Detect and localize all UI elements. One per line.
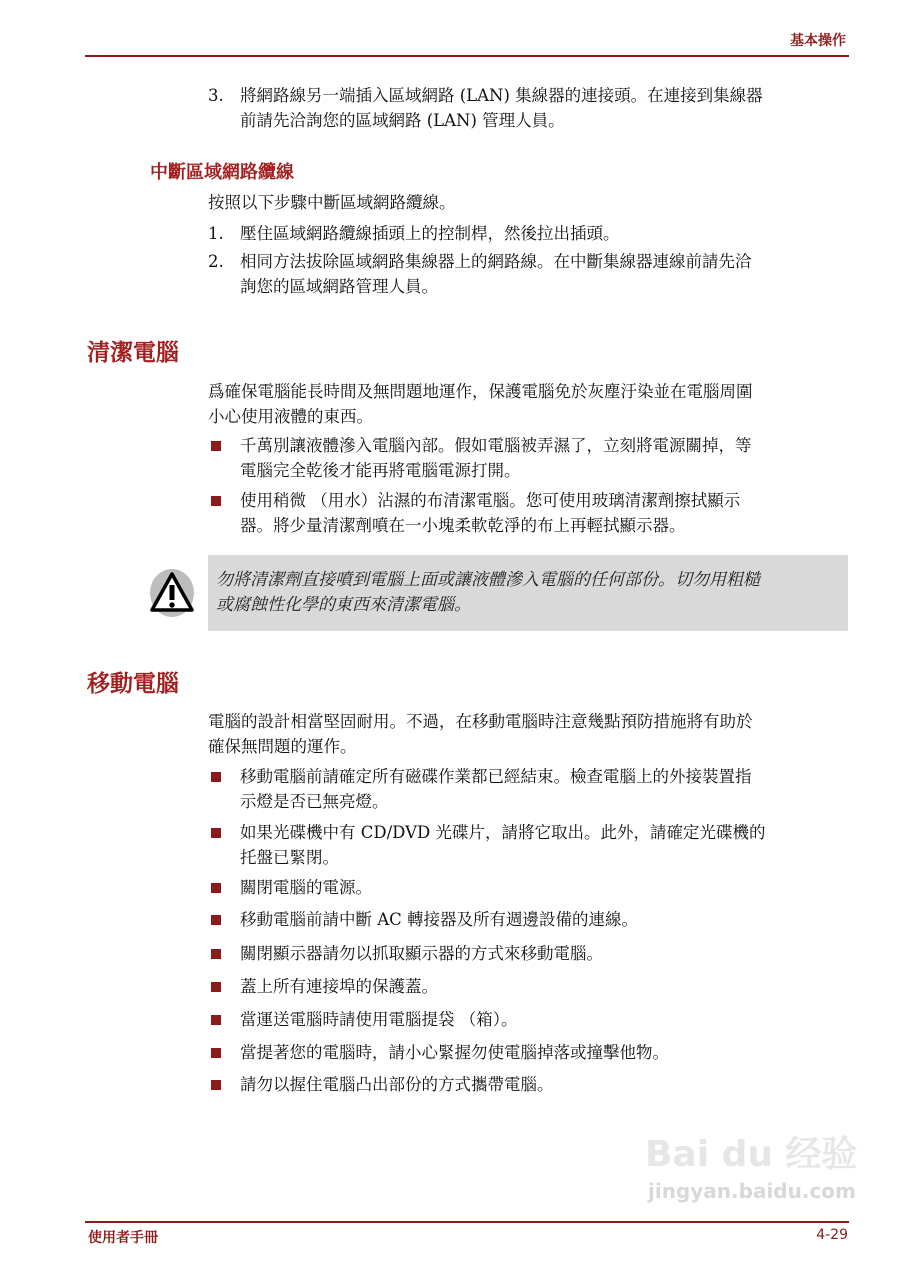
watermark-url: jingyan.baidu.com [648, 1179, 856, 1203]
list-item: 使用稍微 （用水）沾濕的布清潔電腦。您可使用玻璃清潔劑擦拭顯示 器。將少量清潔劑噴在一小塊柔軟乾淨的布上再輕拭顯示器。 [240, 491, 741, 535]
bullet-icon [211, 982, 221, 992]
bullet-icon [211, 1048, 221, 1058]
list-item: 千萬別讓液體滲入電腦內部。假如電腦被弄濕了，立刻將電源關掉，等 電腦完全乾後才能再將電腦電源打開。 [240, 436, 752, 480]
heading-cleaning: 清潔電腦 [87, 340, 179, 366]
bullet-icon [211, 441, 221, 451]
footer-rule [85, 1221, 849, 1223]
bullet-icon [211, 915, 221, 925]
list-item: 移動電腦前請中斷 AC 轉接器及所有週邊設備的連線。 [240, 910, 639, 929]
list-item: 當提著您的電腦時，請小心緊握勿使電腦掉落或撞擊他物。 [240, 1043, 669, 1062]
section-header: 基本操作 [790, 33, 846, 49]
step-number: 1. [208, 224, 224, 243]
list-item: 關閉電腦的電源。 [240, 878, 372, 897]
page-number: 4-29 [816, 1227, 848, 1243]
watermark-logo: Bai du 经验 [645, 1134, 858, 1175]
step-text: 壓住區域網路纜線插頭上的控制桿，然後拉出插頭。 [240, 224, 620, 243]
list-item: 關閉顯示器請勿以抓取顯示器的方式來移動電腦。 [240, 944, 603, 963]
warning-text: 勿將清潔劑直接噴到電腦上面或讓液體滲入電腦的任何部份。切勿用粗糙 或腐蝕性化學的東西來清潔電腦。 [216, 570, 760, 615]
step-number: 2. [208, 252, 224, 271]
bullet-icon [211, 1080, 221, 1090]
paragraph: 按照以下步驟中斷區域網路纜線。 [208, 193, 456, 212]
bullet-icon [211, 772, 221, 782]
list-item: 蓋上所有連接埠的保護蓋。 [240, 977, 438, 996]
list-item: 請勿以握住電腦凸出部份的方式攜帶電腦。 [240, 1075, 554, 1094]
list-item: 移動電腦前請確定所有磁碟作業都已經結束。檢查電腦上的外接裝置指 示燈是否已無亮燈。 [240, 767, 752, 811]
step-number: 3. [208, 86, 224, 105]
heading-moving: 移動電腦 [87, 671, 179, 697]
subheading-disconnect-lan: 中斷區域網路纜線 [150, 162, 294, 183]
step-text: 將網路線另一端插入區域網路 (LAN) 集線器的連接頭。在連接到集線器 前請先洽詢您的區域網路 (LAN) 管理人員。 [240, 86, 763, 130]
warning-icon [148, 568, 196, 618]
bullet-icon [211, 828, 221, 838]
bullet-icon [211, 883, 221, 893]
header-rule [85, 55, 849, 57]
paragraph: 爲確保電腦能長時間及無問題地運作，保護電腦免於灰塵汙染並在電腦周圍 小心使用液體的東西。 [208, 382, 753, 426]
list-item: 當運送電腦時請使用電腦提袋 （箱）。 [240, 1010, 518, 1029]
bullet-icon [211, 496, 221, 506]
step-text: 相同方法拔除區域網路集線器上的網路線。在中斷集線器連線前請先洽 詢您的區域網路管理人員。 [240, 252, 752, 296]
list-item: 如果光碟機中有 CD/DVD 光碟片，請將它取出。此外，請確定光碟機的 托盤已緊閉。 [240, 823, 766, 867]
bullet-icon [211, 949, 221, 959]
bullet-icon [211, 1015, 221, 1025]
paragraph: 電腦的設計相當堅固耐用。不過，在移動電腦時注意幾點預防措施將有助於 確保無問題的運作。 [208, 712, 753, 756]
footer-manual-title: 使用者手冊 [88, 1230, 158, 1246]
